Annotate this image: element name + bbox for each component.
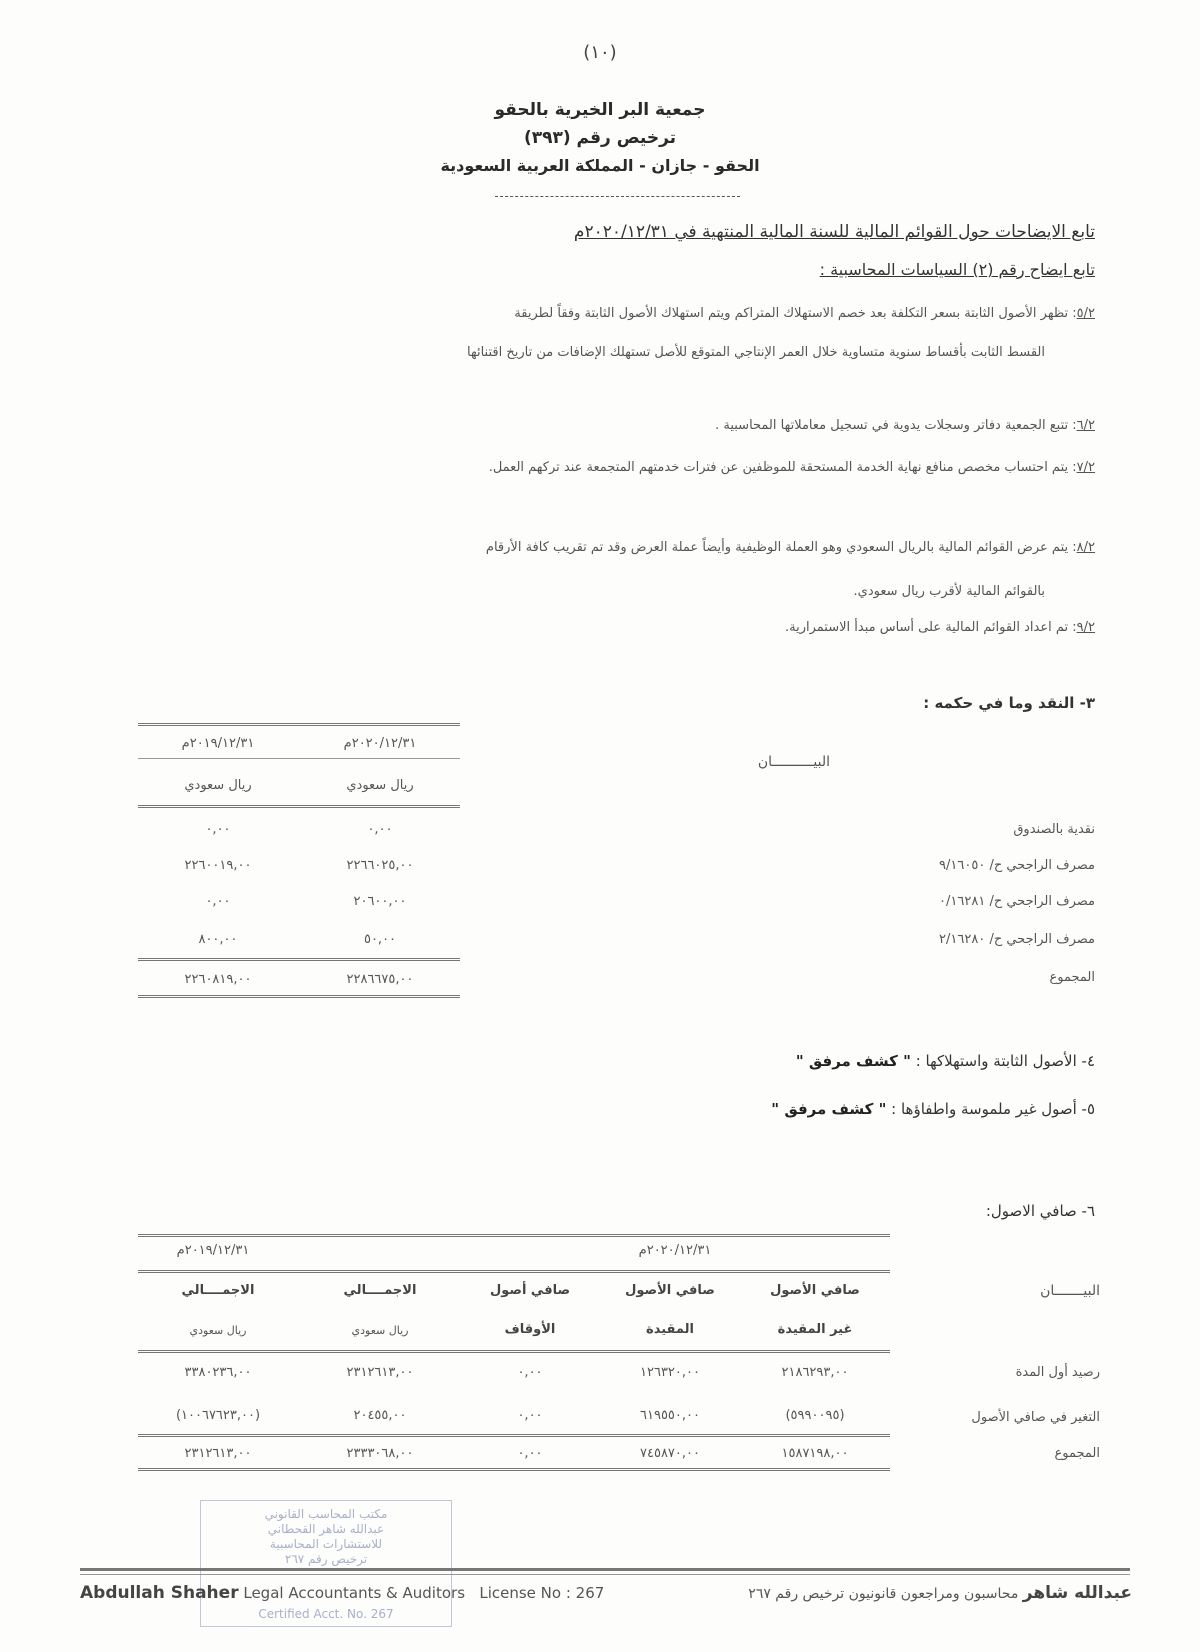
net-assets-cell: ٢١٨٦٢٩٣,٠٠ (781, 1365, 849, 1380)
cash-total-top-rule (138, 958, 460, 961)
net-assets-cell: (٥٩٩٠٠٩٥) (785, 1408, 845, 1423)
cash-row-label: مصرف الراجحي ح/ ٢/١٦٢٨٠ (939, 932, 1095, 947)
net-assets-cell: ٢٠٤٥٥,٠٠ (353, 1408, 407, 1423)
net-assets-total-cell: ٠,٠٠ (517, 1446, 543, 1461)
policy-8 (486, 540, 1095, 555)
policy-6 (715, 418, 1095, 433)
note-5-ref: " كشف مرفق " (771, 1100, 887, 1118)
location-line: الحقو - جازان - المملكة العربية السعودية (440, 156, 760, 175)
policy-number: ٩/٢ (1076, 620, 1095, 635)
col-endowment-top: صافي أصول (489, 1283, 571, 1298)
cash-col-current-currency: ريال سعودي (346, 778, 414, 793)
cash-row-label: مصرف الراجحي ح/ ٩/١٦٠٥٠ (939, 858, 1095, 873)
policy-text: : تظهر الأصول الثابتة بسعر التكلفة بعد خصم الاستهلاك المتراكم ويتم استهلاك الأصول الثابتة وفقاً لطريقة (514, 306, 1077, 321)
cash-total-current: ٢٢٨٦٦٧٥,٠٠ (346, 972, 414, 987)
policy-text: : يتم عرض القوائم المالية بالريال السعودي وهو العملة الوظيفية وأيضاً عملة العرض وقد تم تقريب كافة الأرقام (485, 540, 1077, 555)
cash-total-bottom-rule (138, 995, 460, 998)
section2-title: تابع ايضاح رقم (٢) السياسات المحاسبية : (819, 260, 1095, 279)
net-assets-current-date: ٢٠٢٠/١٢/٣١م (638, 1243, 712, 1258)
net-assets-total-cell: ٧٤٥٨٧٠,٠٠ (640, 1446, 700, 1461)
footer-ar-desc: محاسبون ومراجعون قانونيون ترخيص رقم ٢٦٧ (748, 1586, 1019, 1602)
cash-row-prior: ٢٢٦٠٠١٩,٠٠ (184, 858, 252, 873)
net-assets-total-top-rule (138, 1434, 890, 1437)
cash-label-header: البيــــــــــان (757, 754, 830, 770)
net-assets-header-rule (138, 1350, 890, 1353)
policy-7 (489, 460, 1095, 475)
col-total-prior-bottom: ريال سعودي (189, 1324, 247, 1337)
office-stamp (200, 1500, 452, 1627)
cash-row-current: ٠,٠٠ (367, 822, 393, 837)
net-assets-top-rule (138, 1234, 890, 1237)
cash-row-label: مصرف الراجحي ح/ ٠/١٦٢٨١ (939, 894, 1095, 909)
stamp-line: للاستشارات المحاسبية (269, 1537, 383, 1551)
stamp-line: مكتب المحاسب القانوني (264, 1507, 388, 1521)
policy-5 (514, 306, 1095, 321)
cash-row-current: ٢٠٦٠٠,٠٠ (353, 894, 407, 909)
col-unrestricted-bottom: غير المقيدة (777, 1322, 853, 1337)
net-assets-cell: ٠,٠٠ (517, 1365, 543, 1380)
page-number: (١٠) (583, 42, 617, 63)
policy-9 (785, 620, 1095, 635)
footer-english (80, 1583, 604, 1603)
stamp-line: عبدالله شاهر القحطاني (267, 1522, 385, 1536)
note-5-text: ٥- أصول غير ملموسة واطفاؤها : (886, 1100, 1095, 1118)
note-4 (796, 1052, 1095, 1070)
cash-col-prior-date: ٢٠١٩/١٢/٣١م (181, 736, 255, 751)
footer-en-desc: Legal Accountants & Auditors (243, 1584, 466, 1602)
note-4-ref: " كشف مرفق " (795, 1052, 911, 1070)
net-assets-cell: ٠,٠٠ (517, 1408, 543, 1423)
col-total-current-bottom: ريال سعودي (351, 1324, 409, 1337)
license-line: ترخيص رقم (٣٩٣) (523, 128, 677, 148)
footer-en-license: License No : 267 (479, 1584, 605, 1602)
net-assets-cell: ٦١٩٥٥٠,٠٠ (640, 1408, 700, 1423)
footer-arabic (748, 1583, 1132, 1603)
cash-col-prior-currency: ريال سعودي (184, 778, 252, 793)
net-assets-total-cell: ٢٣٣٣٠٦٨,٠٠ (346, 1446, 414, 1461)
policy-text: : يتم احتساب مخصص منافع نهاية الخدمة المستحقة للموظفين عن فترات خدمتهم المتجمعة عند تركهم العمل. (488, 460, 1077, 475)
net-assets-cell: (١٠٠٦٧٦٢٣,٠٠) (175, 1408, 261, 1423)
col-restricted-top: صافي الأصول (625, 1283, 715, 1298)
net-assets-row-label: التغير في صافي الأصول (971, 1410, 1100, 1425)
col-restricted-bottom: المقيدة (646, 1322, 694, 1337)
cash-total-prior: ٢٢٦٠٨١٩,٠٠ (184, 972, 252, 987)
footer-en-name: Abdullah Shaher (80, 1583, 239, 1603)
net-assets-total-bottom-rule (138, 1468, 890, 1471)
document-subtitle: تابع الايضاحات حول القوائم المالية للسنة المالية المنتهية في ٢٠٢٠/١٢/٣١م (573, 222, 1095, 242)
col-unrestricted-top: صافي الأصول (770, 1283, 860, 1298)
net-assets-cell: ٢٣١٢٦١٣,٠٠ (346, 1365, 414, 1380)
net-assets-date-rule (138, 1270, 890, 1273)
cash-row-prior: ٨٠٠,٠٠ (198, 932, 238, 947)
cash-row-current: ٢٢٦٦٠٢٥,٠٠ (346, 858, 414, 873)
cash-table-top-rule (138, 723, 460, 726)
cash-row-current: ٥٠,٠٠ (363, 932, 397, 947)
policy-number: ٦/٢ (1076, 418, 1095, 433)
policy-number: ٧/٢ (1076, 460, 1095, 475)
col-total-prior-top: الاجمــــالي (181, 1283, 255, 1298)
col-endowment-bottom: الأوقاف (504, 1322, 556, 1337)
policy-text: : تتبع الجمعية دفاتر وسجلات يدوية في تسجيل معاملاتها المحاسبية . (715, 418, 1077, 433)
cash-col-current-date: ٢٠٢٠/١٢/٣١م (343, 736, 417, 751)
policy-5-continuation: القسط الثابت بأقساط سنوية متساوية خلال العمر الإنتاجي المتوقع للأصل تستهلك الإضافات من تاريخ اقتنائها (467, 345, 1045, 360)
cash-row-label: نقدية بالصندوق (1013, 822, 1095, 837)
footer-rule (80, 1568, 1130, 1571)
policy-number: ٨/٢ (1076, 540, 1095, 555)
net-assets-row-label: رصيد أول المدة (1015, 1365, 1100, 1380)
note-4-text: ٤- الأصول الثابتة واستهلاكها : (910, 1052, 1095, 1070)
policy-8-continuation: بالقوائم المالية لأقرب ريال سعودي. (853, 584, 1045, 599)
col-total-current-top: الاجمــــالي (343, 1283, 417, 1298)
stamp-line: ترخيص رقم ٢٦٧ (284, 1552, 368, 1566)
cash-header-bottom-rule (138, 805, 460, 808)
net-assets-total-label: المجموع (1054, 1446, 1100, 1461)
policy-text: : تم اعداد القوائم المالية على أساس مبدأ الاستمرارية. (784, 620, 1077, 635)
footer-rule-thin (80, 1574, 1130, 1575)
cash-row-prior: ٠,٠٠ (205, 822, 231, 837)
net-assets-title: ٦- صافي الاصول: (985, 1202, 1095, 1220)
net-assets-label-header: البيـــــــان (1040, 1283, 1100, 1299)
net-assets-cell: ٣٣٨٠٢٣٦,٠٠ (184, 1365, 252, 1380)
cash-row-prior: ٠,٠٠ (205, 894, 231, 909)
policy-number: ٥/٢ (1076, 306, 1095, 321)
note-5 (771, 1100, 1095, 1118)
cash-table-rule (138, 758, 460, 759)
net-assets-total-cell: ٢٣١٢٦١٣,٠٠ (184, 1446, 252, 1461)
stamp-line: Certified Acct. No. 267 (258, 1607, 394, 1621)
net-assets-cell: ١٢٦٣٢٠,٠٠ (640, 1365, 700, 1380)
org-name: جمعية البر الخيرية بالحقو (494, 100, 706, 120)
net-assets-prior-date: ٢٠١٩/١٢/٣١م (176, 1243, 250, 1258)
cash-total-label: المجموع (1049, 970, 1095, 985)
header-divider (495, 196, 740, 197)
cash-section-title: ٣- النقد وما في حكمه : (923, 694, 1095, 712)
net-assets-total-cell: ١٥٨٧١٩٨,٠٠ (781, 1446, 849, 1461)
footer-ar-name: عبدالله شاهر (1022, 1583, 1132, 1603)
